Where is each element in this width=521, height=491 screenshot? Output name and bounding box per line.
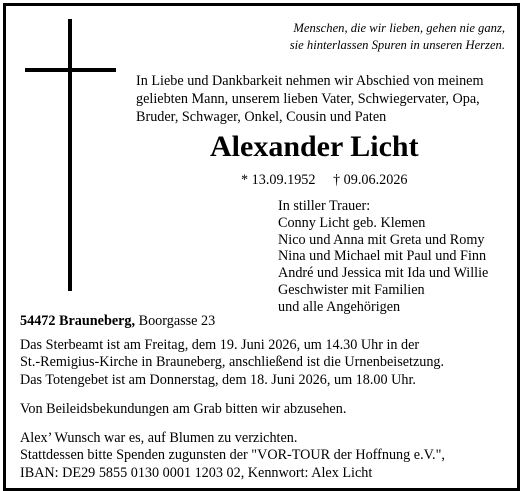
mourner-entry: Nina und Michael mit Paul und Finn xyxy=(278,248,487,265)
mourners-heading: In stiller Trauer: xyxy=(278,198,371,214)
funeral-line: St.-Remigius-Kirche in Brauneberg, anschließend ist die Urnenbeisetzung. xyxy=(20,354,445,371)
life-dates xyxy=(241,171,422,189)
funeral-line: Das Sterbeamt ist am Freitag, dem 19. Juni 2026, um 14.30 Uhr in der xyxy=(20,336,420,353)
cross-icon-vertical-beam xyxy=(68,19,72,291)
spacer xyxy=(20,419,510,430)
funeral-line: Das Totengebet ist am Donnerstag, dem 18. Juni 2026, um 18.00 Uhr. xyxy=(20,372,416,389)
condolences-note: Von Beileidsbekundungen am Grab bitten wir abzusehen. xyxy=(20,400,347,417)
intro-line: In Liebe und Dankbarkeit nehmen wir Abschied von meinem xyxy=(136,73,484,89)
wish-line: Alex’ Wunsch war es, auf Blumen zu verzichten. xyxy=(20,429,298,446)
address-street: Boorgasse 23 xyxy=(138,313,216,329)
farewell-intro xyxy=(136,72,508,126)
mourners-list xyxy=(278,198,488,316)
motto-line: sie hinterlassen Spuren in unseren Herzen. xyxy=(289,38,505,52)
mourner-entry: und alle Angehörigen xyxy=(278,298,401,315)
mourner-entry: André und Jessica mit Ida und Willie xyxy=(278,265,489,282)
intro-line: geliebten Mann, unserem lieben Vater, Schwiegervater, Opa, xyxy=(136,91,480,107)
motto-quote xyxy=(185,20,505,54)
birth-date: * 13.09.1952 xyxy=(241,172,316,188)
deceased-name: Alexander Licht xyxy=(210,130,419,163)
mourning-address xyxy=(20,313,510,331)
intro-line: Bruder, Schwager, Onkel, Cousin und Paten xyxy=(136,109,387,125)
cross-icon-horizontal-beam xyxy=(25,68,116,72)
obituary-notice xyxy=(3,3,520,491)
death-date: † 09.06.2026 xyxy=(333,172,408,188)
wish-line: Stattdessen bitte Spenden zugunsten der "VOR-TOUR der Hoffnung e.V.", xyxy=(20,447,445,464)
notice-body xyxy=(20,313,510,483)
motto-line: Menschen, die wir lieben, gehen nie ganz, xyxy=(293,21,505,35)
mourner-entry: Conny Licht geb. Klemen xyxy=(278,214,426,231)
wish-line: IBAN: DE29 5855 0130 0001 1203 02, Kennwort: Alex Licht xyxy=(20,464,373,481)
mourner-entry: Nico und Anna mit Greta und Romy xyxy=(278,231,485,248)
address-place: 54472 Brauneberg, xyxy=(20,313,136,329)
spacer xyxy=(20,390,510,401)
mourner-entry: Geschwister mit Familien xyxy=(278,281,425,298)
